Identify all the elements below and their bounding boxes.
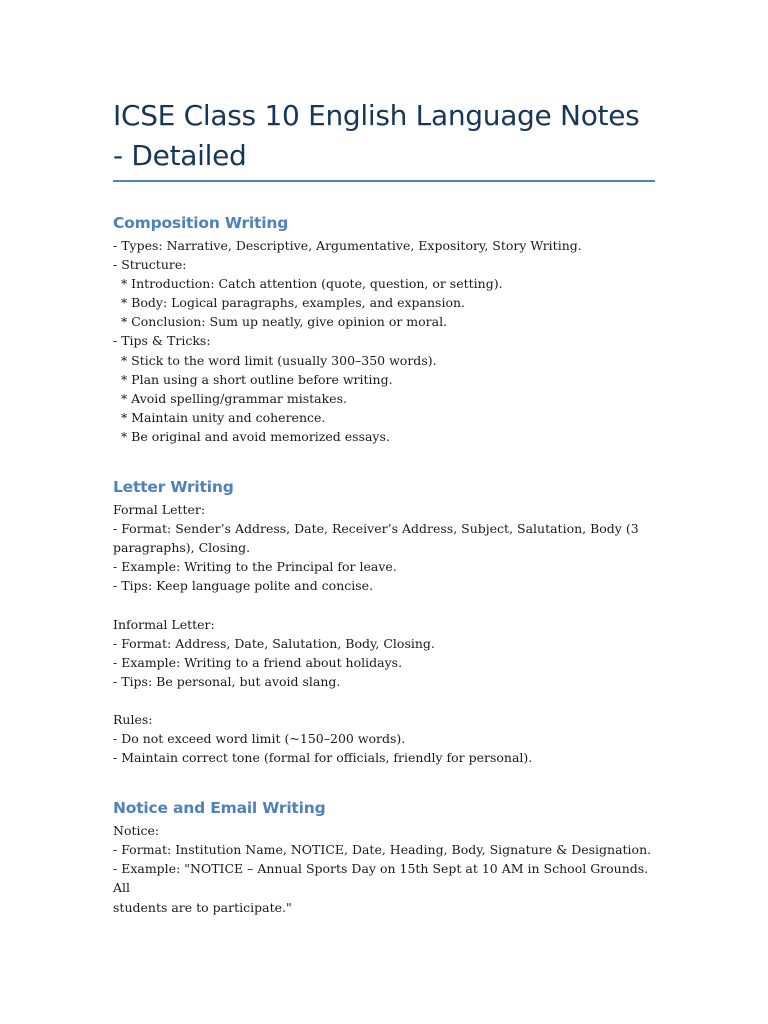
section-heading-letter: Letter Writing (113, 478, 234, 497)
text-line: * Conclusion: Sum up neatly, give opinion or moral. (113, 314, 448, 330)
text-line: * Be original and avoid memorized essays. (113, 428, 390, 444)
text-line: paragraphs), Closing. (113, 540, 251, 556)
section-notice-email-writing (113, 797, 655, 916)
text-line: Formal Letter: (113, 502, 206, 518)
text-line: - Format: Address, Date, Salutation, Body, Closing. (113, 635, 435, 651)
text-line: * Avoid spelling/grammar mistakes. (113, 390, 347, 406)
text-line: * Body: Logical paragraphs, examples, and expansion. (113, 295, 466, 311)
text-line: - Maintain correct tone (formal for officials, friendly for personal). (113, 750, 533, 766)
section-heading-composition: Composition Writing (113, 214, 289, 232)
text-line: - Types: Narrative, Descriptive, Argumentative, Expository, Story Writing. (113, 238, 582, 253)
text-line: Notice: (113, 823, 160, 839)
text-line: - Format: Institution Name, NOTICE, Date, Heading, Body, Signature & Designation. (113, 842, 652, 858)
text-line: Rules: (113, 711, 153, 727)
text-line: - Example: Writing to the Principal for leave. (113, 559, 397, 575)
text-line: - Do not exceed word limit (~150–200 words). (113, 730, 406, 746)
text-line: students are to participate." (113, 899, 292, 915)
paragraph-gap (113, 691, 655, 710)
text-line: * Introduction: Catch attention (quote, question, or setting). (113, 276, 503, 292)
text-line: - Format: Sender’s Address, Date, Receiver’s Address, Subject, Salutation, Body (3 (113, 521, 639, 537)
text-line: - Tips: Be personal, but avoid slang. (113, 673, 341, 689)
text-line: * Stick to the word limit (usually 300–350 words). (113, 352, 437, 368)
text-line: Informal Letter: (113, 616, 215, 632)
title-underline (113, 180, 655, 182)
section-letter-writing (113, 476, 655, 767)
text-line: * Maintain unity and coherence. (113, 409, 326, 425)
text-line: - Structure: (113, 257, 187, 273)
document-title: ICSE Class 10 English Language Notes - Detailed (113, 99, 640, 172)
section-heading-notice: Notice and Email Writing (113, 799, 326, 818)
section-composition-writing (113, 212, 655, 446)
text-line: - Tips & Tricks: (113, 333, 211, 349)
text-line: - Example: Writing to a friend about holidays. (113, 654, 403, 670)
text-line: - Tips: Keep language polite and concise. (113, 578, 374, 594)
text-line: * Plan using a short outline before writing. (113, 371, 393, 387)
document-page (113, 96, 655, 917)
paragraph-gap (113, 596, 655, 615)
text-line: - Example: "NOTICE – Annual Sports Day on 15th Sept at 10 AM in School Grounds. All (113, 861, 653, 896)
